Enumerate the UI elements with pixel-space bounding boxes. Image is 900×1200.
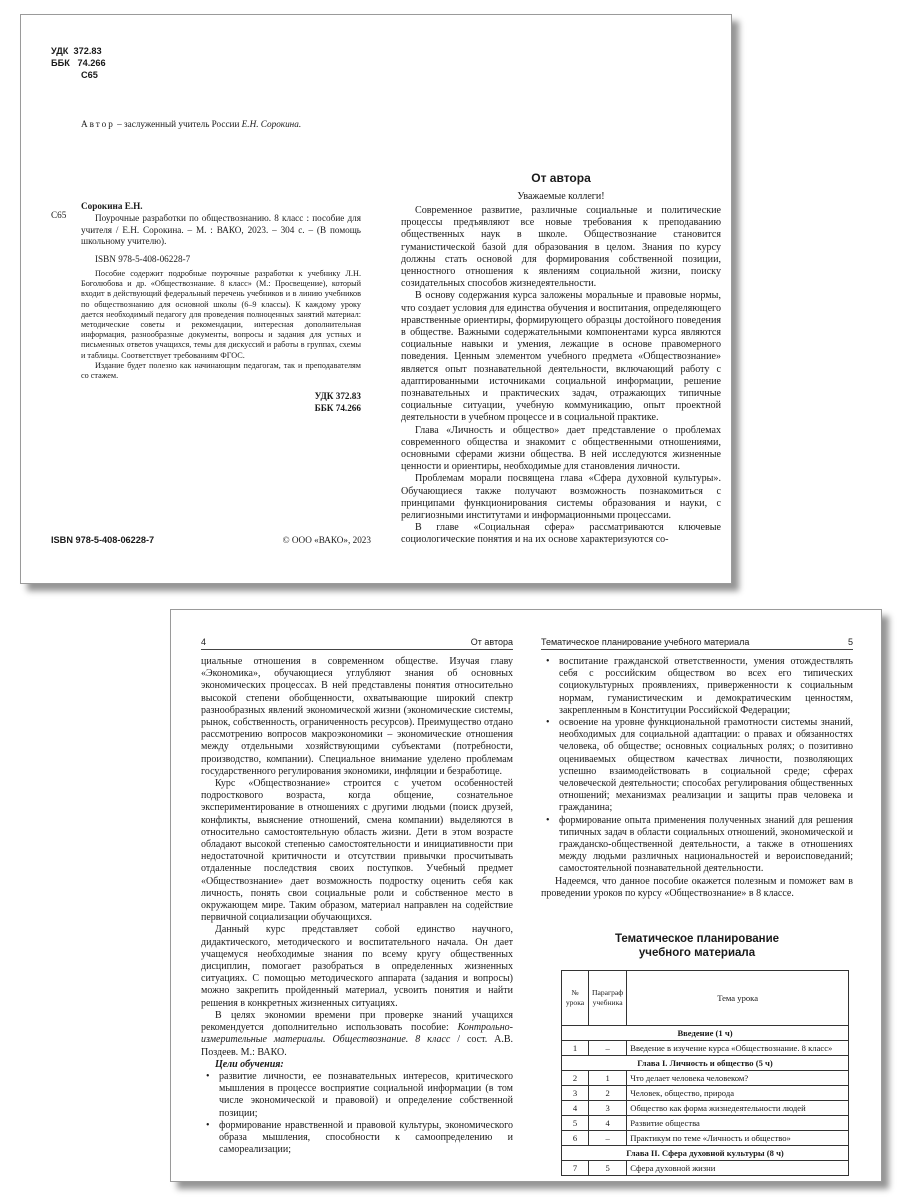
list-item: • освоение на уровне функциональной грамотности системы знаний, необходимых для социальной адаптации: о правах и обязанностях человека, об обществе; основных социальных ролях; о позитивно оцениваемых обществом качествах личности, позволяющих успешно взаимодействовать в социальной среде; сферах человеческой деятельности; способах регулирования общественных отношений; механизмах реализации и защиты прав человека и гражданина; [541, 717, 853, 815]
plan-table-wrapper [561, 970, 849, 1176]
udk-bottom: УДК 372.83 [314, 391, 361, 402]
catalog-author: Сорокина Е.Н. [81, 201, 143, 211]
plan-title: Тематическое планирование учебного материала [614, 933, 780, 959]
col-header-topic: Тема урока [627, 971, 849, 1026]
goals-list-cont [541, 656, 853, 876]
table-row: 1 – Введение в изучение курса «Обществознание. 8 класс» [562, 1041, 849, 1056]
author-paragraph: Глава «Личность и общество» дает представление о проблемах современного общества и знакомит с общественными отношениями, основными сферами жизни общества. В ней исследуются жизненные ценности и ориентиры, необходимые для становления личности. [401, 424, 721, 473]
page-4 [171, 610, 521, 1181]
reference-title: Контрольно-измерительные материалы. Обществознание. 8 класс [201, 1022, 513, 1046]
col-header-paragraph: Параграф учебника [589, 971, 627, 1026]
section-row: Введение (1 ч) [562, 1026, 849, 1041]
table-row: 2 1 Что делает человека человеком? [562, 1071, 849, 1086]
author-note-label: Автор [81, 119, 115, 129]
text-paragraph: Данный курс представляет собой единство научного, дидактического, методического и воспитательного начала. Он дает учащемуся необходимые знания по всему кругу общественных дисциплин, помогает разобраться в определенных жизненных ситуациях. С помощью методического аппарата (задания и вопросы) можно закрепить пройденный материал, усвоить понятия и найти решения в конкретных жизненных ситуациях. [201, 924, 513, 1009]
table-row: 6 – Практикум по теме «Личность и общество» [562, 1131, 849, 1146]
text-paragraph: Курс «Обществознание» строится с учетом особенностей подросткового возраста, когда общение, сознательное экспериментирование в отношениях с другими людьми (поиск друзей, конфликты, выяснение отношений, смена компании) выделяются в относительно самостоятельную область жизни. Дети в этом возрасте обладают высокой степенью самостоятельности и инициативности при недостаточной критичности и отсутствии привычки просчитывать отдаленные последствия своих поступков. Учебный предмет «Обществознание» дает возможность подростку оценить себя как личность, понять свои социальные роли и собственное место в окружающем мире. Таким образом, материал направлен на содействие первичной социализации обучающихся. [201, 778, 513, 924]
text-paragraph: циальные отношения в современном обществе. Изучая главу «Экономика», обучающиеся углубляют знания об основных экономических процессах. В ней представлены понятия относительно высокой степени обобщенности, охватывающие широкий спектр разнообразных явлений экономической жизни (экономические системы, рынок, собственность, ограниченность ресурсов). Преимущество отдано рассмотрению вопросов макроэкономики – экономические отношения между отдельными хозяйствующими субъектами (потребности, производство, компании). Специальное внимание уделено проблемам государственного регулирования экономики, инфляции и безработице. [201, 656, 513, 777]
isbn-bottom: ISBN 978-5-408-06228-7 [51, 535, 155, 545]
table-header-row [562, 971, 849, 1026]
list-item: • формирование опыта применения полученных знаний для решения типичных задач в области социальных отношений, экономической и гражданско-общественной деятельности, а также в отношениях между людьми различных национальностей и вероисповеданий; самостоятельной познавательной деятельности. [541, 815, 853, 876]
running-head: Тематическое планирование учебного материала [541, 637, 750, 647]
page-number: 5 [847, 637, 853, 647]
plan-table [561, 970, 849, 1176]
copyright: © ООО «ВАКО», 2023 [282, 535, 371, 545]
table-row: 3 2 Человек, общество, природа [562, 1086, 849, 1101]
bbk-bottom: ББК 74.266 [314, 402, 361, 413]
running-header-right [541, 637, 853, 650]
udk-value: 372.83 [73, 46, 102, 56]
classification-block [51, 45, 106, 81]
section-row: Глава II. Сфера духовной культуры (8 ч) [562, 1146, 849, 1161]
author-text [401, 205, 721, 547]
page-5 [531, 610, 881, 1181]
book-spread-top [20, 14, 732, 584]
list-item: • воспитание гражданской ответственности, умения отождествлять себя с российским обществом во всех его типических социокультурных проявлениях, приверженности к социальным нормам, гуманистическим и демократическим ценностям, закрепленным в Конституции Российской Федерации; [541, 656, 853, 717]
running-head: От автора [470, 637, 513, 647]
greeting: Уважаемые коллеги! [517, 191, 605, 202]
imprint-page [21, 15, 371, 583]
goals-heading: Цели обучения: [215, 1058, 284, 1070]
list-item: • формирование нравственной и правовой культуры, экономического образа мышления, способности к самоопределению и самореализации; [201, 1120, 513, 1157]
author-paragraph: В основу содержания курса заложены моральные и правовые нормы, что создает условия для единства обучения и воспитания, определяющего нравственные ориентиры, формирующего образцы достойного поведения в обществе. Важными содержательными компонентами курса являются социальные навыки и умения, лежащие в основе правомерного поведения. Ценным элементом учебного предмета «Обществознание» является опыт познавательной деятельности, включающий работу с адаптированными источниками социальной информации, решение познавательных и практических задач, отражающих типичные социальные ситуации, учебную коммуникацию, опыт проектной деятельности в учебном процессе и в социальной практике. [401, 290, 721, 424]
bbk-label: ББК [51, 58, 70, 68]
page-number: 4 [201, 637, 207, 647]
table-row: 7 5 Сфера духовной жизни [562, 1161, 849, 1176]
col-header-lesson: № урока [562, 971, 589, 1026]
catalog-card [81, 201, 361, 414]
running-header-left [201, 637, 513, 650]
section-row: Глава I. Личность и общество (5 ч) [562, 1056, 849, 1071]
goals-list [201, 1071, 513, 1156]
author-paragraph: В главе «Социальная сфера» рассматриваются ключевые социологические понятия и на их основе характеризуются со- [401, 522, 721, 546]
economy-paragraph: В целях экономии времени при проверке знаний учащихся рекомендуется дополнительно использовать пособие: Контрольно-измерительные материалы. Обществознание. 8 класс / сост. А.В. Поздеев. М.: ВАКО. [201, 1009, 513, 1058]
author-note-name: Е.Н. Сорокина. [241, 119, 302, 129]
from-author-page [381, 15, 731, 583]
closing-paragraph: Надеемся, что данное пособие окажется полезным и поможет вам в проведении уроков по курсу «Обществознание» в 8 классе. [541, 875, 853, 899]
catalog-description: Поурочные разработки по обществознанию. 8 класс : пособие для учителя / Е.Н. Сорокина. – М. : ВАКО, 2023. – 304 с. – (В помощь школьному учителю). [81, 213, 361, 247]
author-note-text: – заслуженный учитель России [114, 119, 242, 129]
isbn-line: ISBN 978-5-408-06228-7 [95, 253, 191, 264]
author-paragraph: Современное развитие, различные социальные и политические процессы предъявляют все новые требования к преподаванию общественных наук в школе. Обществознание становится гуманистической базой для образования в целом. Знания по курсу должны стать основой для формирования собственной позиции, ценностного отношения к явлениям социальной жизни, поиску созидательных способов жизнедеятельности. [401, 205, 721, 290]
bbk-value: 74.266 [77, 58, 106, 68]
catalog-mark: С65 [51, 210, 67, 220]
book-spread-bottom [170, 609, 882, 1182]
page-4-text [201, 656, 513, 1156]
table-row: 4 3 Общество как форма жизнедеятельности людей [562, 1101, 849, 1116]
udk-label: УДК [51, 46, 69, 56]
section-title: От автора [531, 171, 591, 185]
page-5-text [541, 656, 853, 900]
author-paragraph: Проблемам морали посвящена глава «Сфера духовной культуры». Обучающиеся также получают возможность познакомиться с принципами функционирования системы образования и науки, с религиозными институтами и информационными процессами. [401, 473, 721, 522]
list-item: • развитие личности, ее познавательных интересов, критического мышления в процессе восприятие социальной информации (в том числе экономической и правовой) и определение собственной позиции; [201, 1071, 513, 1120]
author-mark: С65 [81, 70, 98, 80]
annotation-2: Издание будет полезно как начинающим педагогам, так и преподавателям со стажем. [81, 360, 361, 381]
table-row: 5 4 Развитие общества [562, 1116, 849, 1131]
author-note [81, 119, 371, 130]
annotation: Пособие содержит подробные поурочные разработки к учебнику Л.Н. Боголюбова и др. «Обществознание. 8 класс» (М.: Просвещение), который входит в действующий федеральный перечень учебников и в линию учебников по обществознанию для основной школы (6–9 классы). К каждому уроку дается необходимый педагогу для проведения полноценных занятий материал: методические советы и рекомендации, интересная дополнительная информация, разнообразные документы, вопросы и задания для устных и письменных ответов учащихся, темы для дискуссий и работы в группах, схемы и таблицы. Соответствует требованиям ФГОС. [81, 269, 361, 360]
